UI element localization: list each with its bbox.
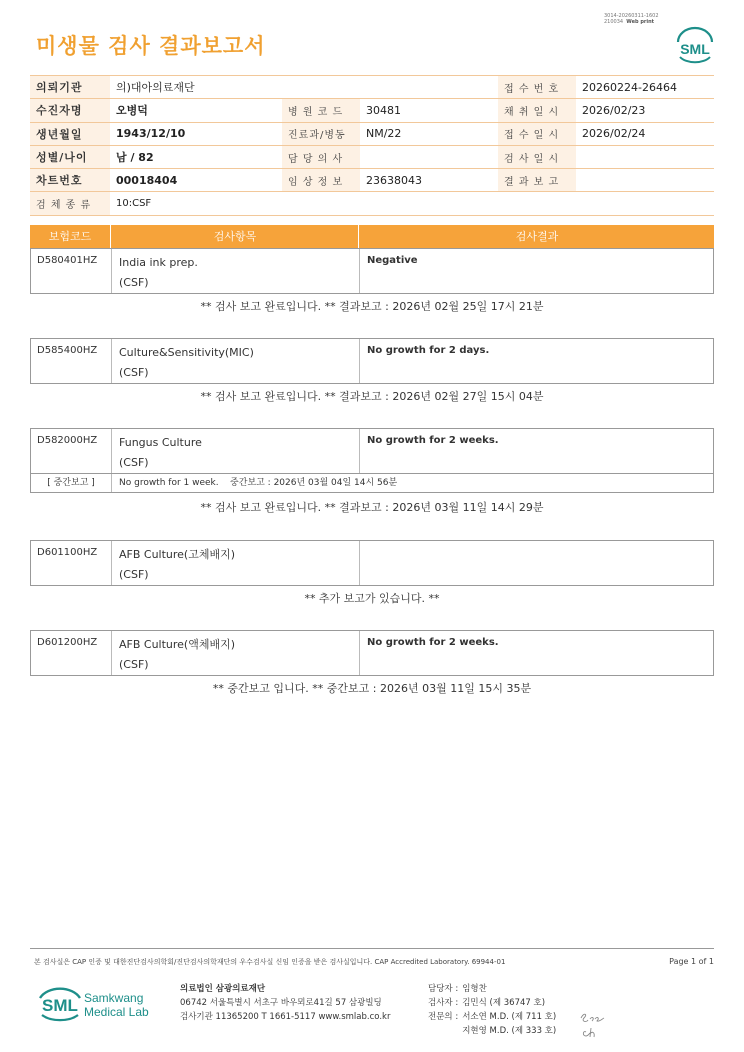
chart-label: 차트번호 <box>30 169 110 192</box>
receipt-no-label: 접 수 번 호 <box>498 76 576 99</box>
cert-text: 본 검사실은 CAP 인증 및 대한진단검사의학회/진단검사의학재단의 우수검사실 신임 인증을 받은 검사실입니다. CAP Accredited Laboratory. 69944-01 <box>34 958 506 966</box>
staff-info: 담당자 : 임형찬 검사자 : 김민식 (제 36747 호) 전문의 : 서소연 M.D. (제 711 호) 지현영 M.D. (제 333 호) <box>428 984 557 1036</box>
interim-report-row <box>30 474 714 493</box>
result-item: AFB Culture(액체배지) (CSF) <box>119 638 236 671</box>
result-row <box>30 428 714 474</box>
header-code: 보험코드 <box>48 230 92 243</box>
specimen-value: 10:CSF <box>110 192 714 215</box>
svg-text:SML: SML <box>42 996 78 1015</box>
result-note: ** 검사 보고 완료입니다. ** 결과보고 : 2026년 02월 25일 17시 21분 <box>200 300 544 313</box>
sml-logo-icon <box>672 26 718 64</box>
hospital-code-value: 30481 <box>360 99 498 122</box>
sex-age-label: 성별/나이 <box>30 145 110 168</box>
footer-divider <box>30 948 714 949</box>
result-code: D601200HZ <box>37 637 98 648</box>
page-number: Page 1 of 1 <box>669 957 714 966</box>
doctor-value <box>360 145 498 168</box>
test-date-value <box>576 145 714 168</box>
print-code: 3014-20260311-1602 210034 Web print <box>604 13 659 25</box>
receipt-no-value: 20260224-26464 <box>576 76 714 99</box>
result-note: ** 중간보고 입니다. ** 중간보고 : 2026년 03월 11일 15시 35분 <box>212 682 532 695</box>
dept-value: NM/22 <box>360 122 498 145</box>
patient-value: 오병덕 <box>110 99 282 122</box>
sex-age-value: 남 / 82 <box>110 145 282 168</box>
doctor-label: 담 당 의 사 <box>282 145 360 168</box>
org-info: 의료법인 삼광의료재단 06742 서울특별시 서초구 바우뫼로41길 57 삼광빌딩 검사기관 11365200 T 1661-5117 www.smlab.co.kr <box>180 984 391 1022</box>
result-note: ** 추가 보고가 있습니다. ** <box>304 592 440 605</box>
signature-icon <box>578 1010 612 1040</box>
birth-value: 1943/12/10 <box>110 122 282 145</box>
interim-text: No growth for 1 week. 중간보고 : 2026년 03월 04일 14시 56분 <box>119 478 398 488</box>
patient-info-table <box>30 75 714 216</box>
result-row <box>30 630 714 676</box>
result-item: Fungus Culture (CSF) <box>119 436 202 469</box>
test-date-label: 검 사 일 시 <box>498 145 576 168</box>
result-value: No growth for 2 weeks. <box>367 435 499 446</box>
specimen-label: 검 체 종 류 <box>30 192 110 215</box>
result-item: India ink prep. (CSF) <box>119 256 198 289</box>
requester-value: 의)대아의료재단 <box>110 76 498 99</box>
result-code: D601100HZ <box>37 547 98 558</box>
clinical-value: 23638043 <box>360 169 498 192</box>
result-note: ** 검사 보고 완료입니다. ** 결과보고 : 2026년 03월 11일 14시 29분 <box>200 501 544 514</box>
chart-value: 00018404 <box>110 169 282 192</box>
result-code: D582000HZ <box>37 435 98 446</box>
report-title: 미생물 검사 결과보고서 <box>36 34 266 58</box>
patient-label: 수진자명 <box>30 99 110 122</box>
result-item: Culture&Sensitivity(MIC) (CSF) <box>119 346 254 379</box>
report-value <box>576 169 714 192</box>
collect-date-label: 채 취 일 시 <box>498 99 576 122</box>
interim-label: [ 중간보고 ] <box>31 474 112 492</box>
svg-text:Samkwang: Samkwang <box>84 991 144 1005</box>
clinical-label: 임 상 정 보 <box>282 169 360 192</box>
result-table-header <box>30 225 714 248</box>
result-code: D580401HZ <box>37 255 98 266</box>
result-row <box>30 540 714 586</box>
result-row <box>30 248 714 294</box>
svg-text:SML: SML <box>680 41 710 57</box>
result-value: No growth for 2 weeks. <box>367 637 499 648</box>
hospital-code-label: 병 원 코 드 <box>282 99 360 122</box>
report-label: 결 과 보 고 <box>498 169 576 192</box>
requester-label: 의뢰기관 <box>30 76 110 99</box>
result-code: D585400HZ <box>37 345 98 356</box>
svg-text:Medical Lab: Medical Lab <box>84 1005 149 1019</box>
birth-label: 생년월일 <box>30 122 110 145</box>
header-result: 검사결과 <box>358 225 715 248</box>
result-note: ** 검사 보고 완료입니다. ** 결과보고 : 2026년 02월 27일 15시 04분 <box>200 390 544 403</box>
result-value: Negative <box>367 255 418 266</box>
result-row <box>30 338 714 384</box>
result-item: AFB Culture(고체배지) (CSF) <box>119 548 236 581</box>
dept-label: 진료과/병동 <box>282 122 360 145</box>
header-item: 검사항목 <box>110 225 359 248</box>
receipt-date-label: 접 수 일 시 <box>498 122 576 145</box>
result-value: No growth for 2 days. <box>367 345 490 356</box>
receipt-date-value: 2026/02/24 <box>576 122 714 145</box>
samkwang-logo-icon <box>36 980 166 1026</box>
collect-date-value: 2026/02/23 <box>576 99 714 122</box>
